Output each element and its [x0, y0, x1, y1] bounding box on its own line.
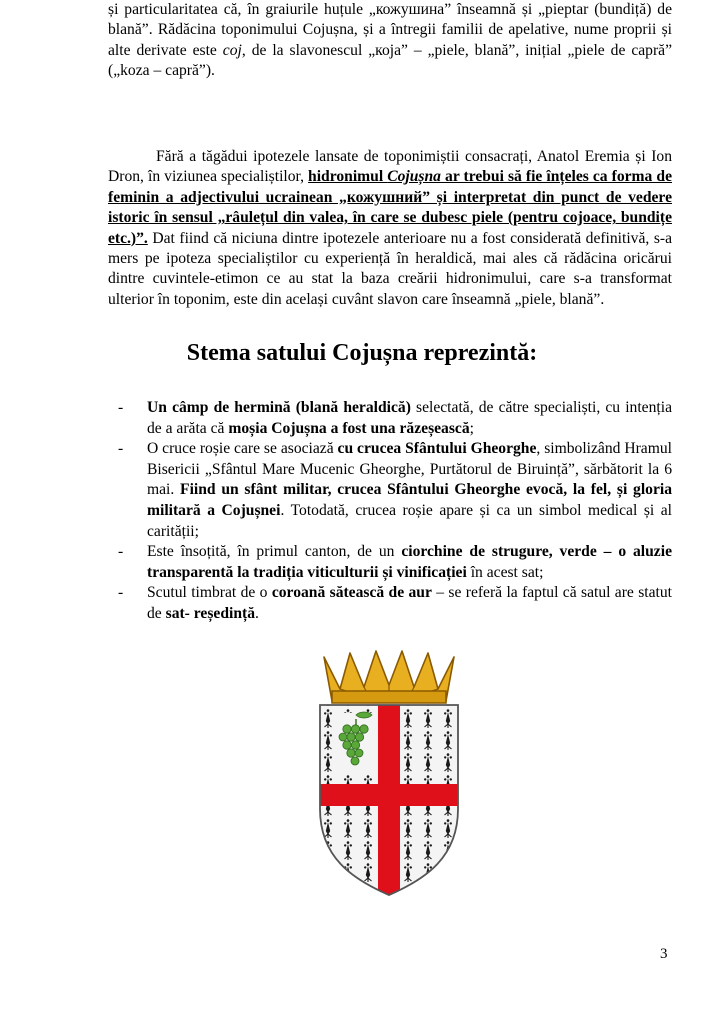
coat-of-arms-image [316, 649, 462, 897]
shield-icon [316, 703, 462, 897]
list-item: - Un câmp de hermină (blană heraldică) selectată, de către specialiști, cu intenția de a arăta că moșia Cojușna a fost una răzeșească; [118, 399, 672, 437]
page-number: 3 [660, 946, 668, 962]
body-text-2 [108, 147, 672, 310]
body-text [108, 0, 672, 82]
paragraph-hypothesis: Fără a tăgădui ipotezele lansate de toponimiștii consacrați, Anatol Eremia și Ion Dron, în viziunea specialiștilor, hidronimul Cojușna ar trebui să fie înțeles ca forma de feminin a adjectivului ucrainean „кожушний” și interpretat din punct de vedere istoric în sensul „râulețul din valea, în care se dubesc piele (pentru cojoace, bundițe etc.)”. Dat fiind că niciuna dintre ipotezele anterioare nu a fost considerată definitivă, s-a mers pe ipoteza specialiștilor cu experiență în heraldică, mai ales că rădăcina oricărui dintre cuvintele-etimon ce au stat la baza creării hidronimului, care s-a transformat ulterior în toponim, este din același cuvânt slavon care înseamnă „piele, blană”. [108, 148, 672, 308]
crown-icon [324, 651, 454, 703]
section-heading: Stema satului Cojușna reprezintă: [186, 340, 538, 366]
paragraph-etymology: și particularitatea că, în graiurile huțule „кожушина” înseamnă și „pieptar (bundiță) de blană”. Rădăcina toponimului Cojușna, și a întregii familii de apelative, nume proprii și alte derivate este coj, de la slavonescul „коjа” – „piele, blană”, inițial „piele de capră” („koza – capră”). [108, 1, 672, 80]
list-item: - Scutul timbrat de o coroană sătească de aur – se referă la faptul că satul are statut de sat- reședință. [118, 584, 672, 622]
list-item: - O cruce roșie care se asociază cu crucea Sfântului Gheorghe, simbolizând Hramul Bisericii „Sfântul Mare Mucenic Gheorghe, Purtătorul de Biruință”, sărbătorit la 6 mai. Fiind un sfânt militar, crucea Sfântului Gheorghe evocă, la fel, și gloria militară a Cojușnei. Totodată, crucea roșie apare și ca un simbol medical și al carității; [118, 440, 673, 540]
list-item: - Este însoțită, în primul canton, de un ciorchine de strugure, verde – o aluzie transparentă la tradiția viticulturii și vinificației în acest sat; [118, 543, 672, 581]
elements-list [118, 398, 672, 625]
